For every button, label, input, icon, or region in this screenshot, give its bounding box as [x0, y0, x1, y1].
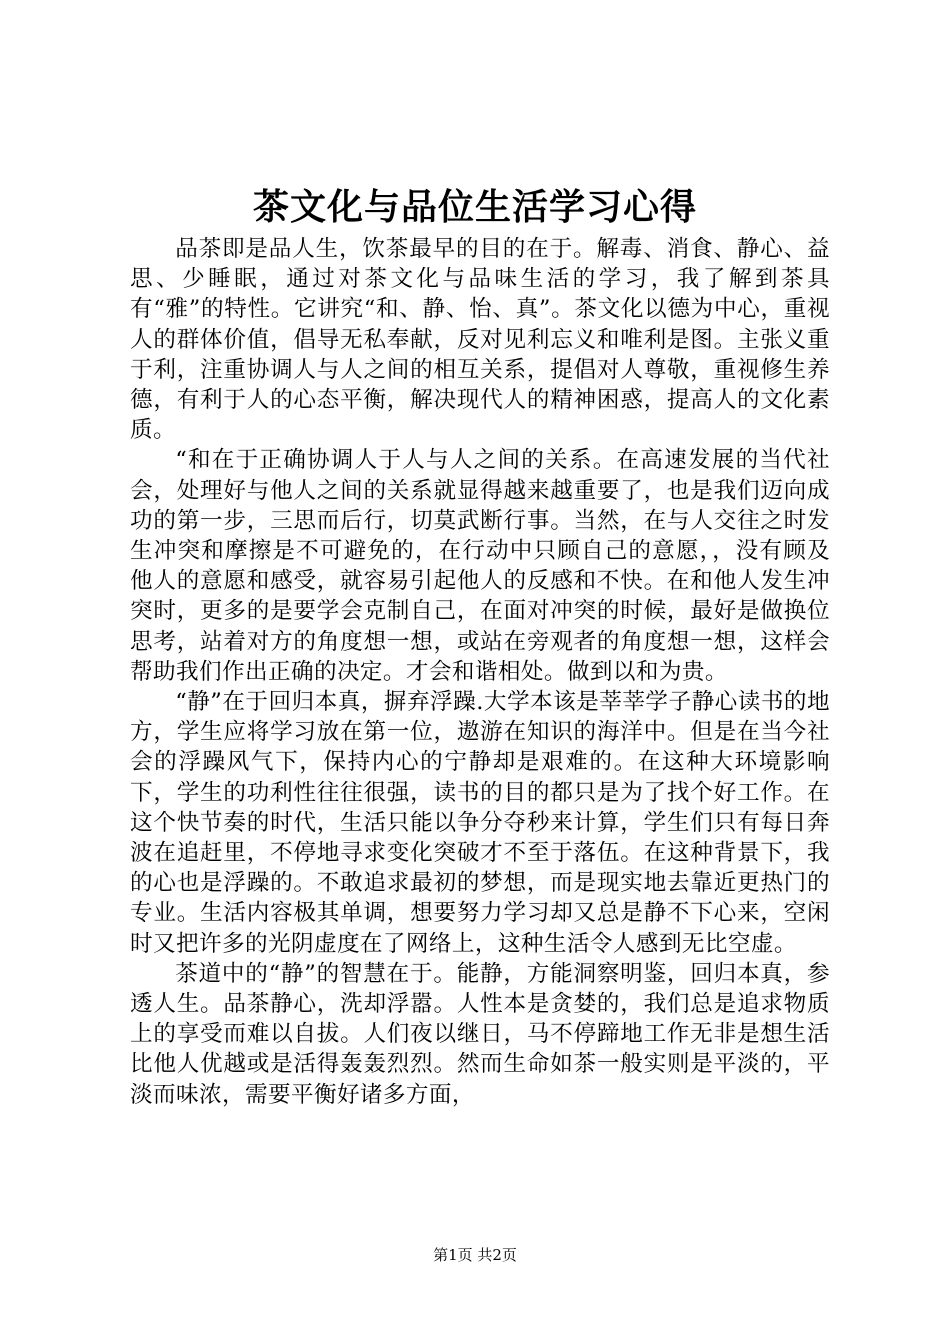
paragraph-2: “和在于正确协调人于人与人之间的关系。在高速发展的当代社会，处理好与他人之间的关系就显得越来越重要了，也是我们迈向成功的第一步，三思而后行，切莫武断行事。当然，在与人交往之时发生冲突和摩擦是不可避免的，在行动中只顾自己的意愿，，没有顾及他人的意愿和感受，就容易引起他人的反感和不快。在和他人发生冲突时，更多的是要学会克制自己，在面对冲突的时候，最好是做换位思考，站着对方的角度想一想，或站在旁观者的角度想一想，这样会帮助我们作出正确的决定。才会和谐相处。做到以和为贵。 — [130, 447, 830, 685]
document-title: 茶文化与品位生活学习心得 — [252, 186, 697, 228]
paragraph-3: “静”在于回归本真，摒弃浮躁.大学本该是莘莘学子静心读书的地方，学生应将学习放在第一位，遨游在知识的海洋中。但是在当今社会的浮躁风气下，保持内心的宁静却是艰难的。在这种大环境影响下，学生的功利性往往很强，读书的目的都只是为了找个好工作。在这个快节奏的时代，生活只能以争分夺秒来计算，学生们只有每日奔波在追赶里，不停地寻求变化突破才不至于落伍。在这种背景下，我的心也是浮躁的。不敢追求最初的梦想，而是现实地去靠近更热门的专业。生活内容极其单调，想要努力学习却又总是静不下心来，空闲时又把许多的光阴虚度在了网络上，这种生活令人感到无比空虚。 — [130, 689, 830, 957]
page-footer: 第1页 共2页 — [433, 1246, 517, 1264]
paragraph-1: 品茶即是品人生，饮茶最早的目的在于。解毒、消食、静心、益思、少睡眠，通过对茶文化与品味生活的学习，我了解到茶具有“雅”的特性。它讲究“和、静、怡、真”。茶文化以德为中心，重视人的群体价值，倡导无私奉献，反对见利忘义和唯利是图。主张义重于利，注重协调人与人之间的相互关系，提倡对人尊敬，重视修生养德，有利于人的心态平衡，解决现代人的精神困惑，提高人的文化素质。 — [130, 236, 830, 444]
document-body — [130, 234, 830, 1110]
paragraph-4: 茶道中的“静”的智慧在于。能静，方能洞察明鉴，回归本真，参透人生。品茶静心，洗却浮嚣。人性本是贪婪的，我们总是追求物质上的享受而难以自拔。人们夜以继日，马不停蹄地工作无非是想生活比他人优越或是活得轰轰烈烈。然而生命如茶一般实则是平淡的，平淡而味浓，需要平衡好诸多方面， — [130, 960, 830, 1108]
